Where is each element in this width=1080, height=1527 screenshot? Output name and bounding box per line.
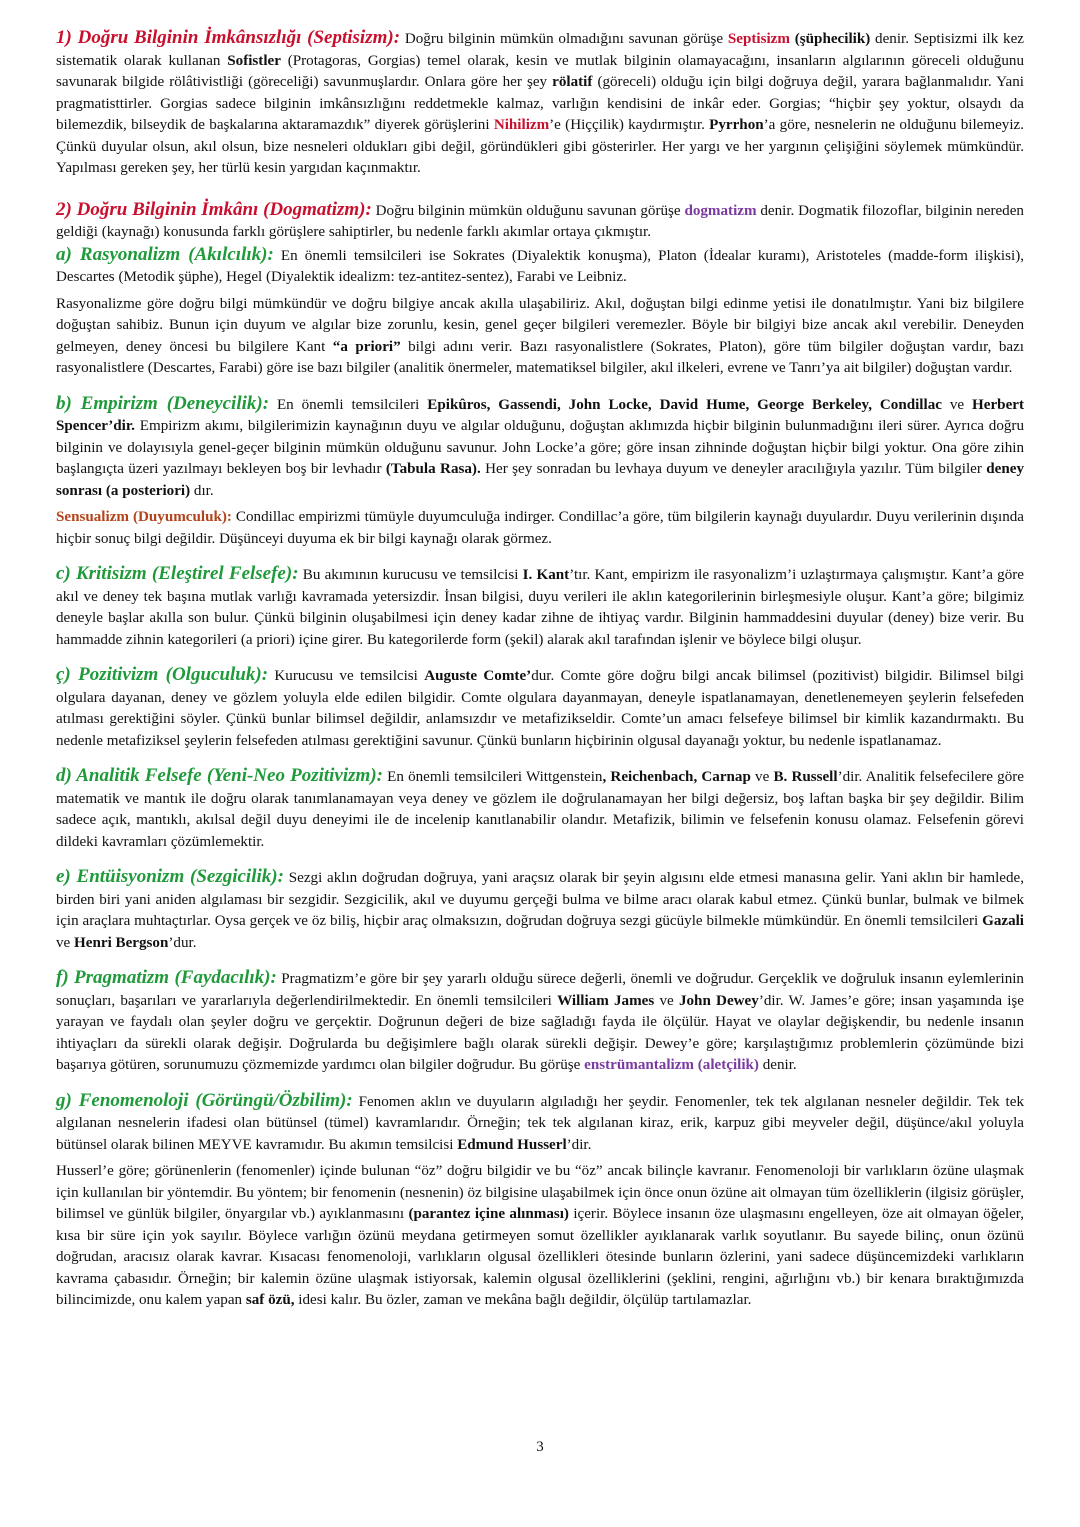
term-supphecilik: (şüphecilik) (794, 31, 871, 47)
paragraph-analitik-felsefe (56, 765, 1024, 853)
term-rolatif: rölatif (552, 74, 593, 90)
term-bergson: Henri Bergson (74, 934, 169, 951)
paragraph-fenomenoloji-body (56, 1161, 1024, 1312)
heading-septisizm: 1) Doğru Bilginin İmkânsızlığı (Septisizm): (56, 27, 401, 48)
text: En önemli temsilcileri ise Sokrates (Diyalektik konuşma), Platon (İdealar kuramı), Aristoteles (madde-form ilişkisi), Descartes (Metodik şüphe), Hegel (Diyalektik idealizm: tez-antitez-sentez), Farabi ve Leibniz. (56, 247, 1024, 285)
text: Sezgi aklın doğrudan doğruya, yani araçsız olarak bir şeyin algısını elde etmesi manasına gelir. Yani aklın bir hamlede, birden biri yani aniden algılaması bir sezgidir. Sezgicilik, akıl ve duyumu gerçeği bulma ve bilme aracı olarak kabul etmez. Çünkü bunlar, bulmak ve bilmek için araçlara muhtaçtırlar. Oysa gerçek ve öz biliş, hiçbir araç olmaksızın, doğrudan doğruya sezgi gücüyle bilmekle mümkündür. En önemli temsilcileri (56, 870, 1024, 929)
text: Husserl’e göre; görünenlerin (fenomenler) içinde bulunan “öz” doğru bilgidir ve bu “öz” ancak bilinçle kavranır. Fenomenoloji bir varlıkların özüne ulaşmak için kullanılan bir yöntemdir. Bu yöntem; bir fenomenin (nesnenin) öz bilgisine ulaşabilmek için önce onun özüne ait olmayan tüm özelliklerin (ilgisiz görüşler, bilimsel ve günlük bilgiler, önyargılar vb.) ayıklanmasını (56, 1163, 1024, 1222)
text: ’dir. Analitik felsefecilere göre matematik ve mantık ile doğru olarak tanımlanamayan veya deney ve gözlem ile doğrulanamayan her bilgi değersiz, boş laftan başka bir şey değildir. Bilim sadece açık, mantıklı, akılsal değil duyu deneyimi ile de incelenip kanıtlanabilir olandır. Metafizik, bilimin ve felsefenin konusu olamaz. Felsefenin görevi dildeki kavramları çözümlemektir. (56, 769, 1024, 850)
heading-kritisizm: c) Kritisizm (Eleştirel Felsefe): (56, 563, 299, 584)
term-pyrrhon: Pyrrhon (709, 117, 764, 133)
text: denir. (758, 1057, 797, 1073)
text: ve (56, 934, 75, 951)
paragraph-pragmatizm (56, 967, 1024, 1077)
page-number: 3 (536, 1439, 544, 1455)
paragraph-rasyonalizm-body (56, 294, 1024, 380)
text: ve (941, 396, 973, 413)
text: bilgi adını verir. Bazı rasyonalistlere (Sokrates, Platon), göre tüm bilgiler doğuştan vardır, bazı rasyonalistlere (Descartes, Farabi) göre ise bazı bilgiler (analitik önermeler, matematiksel bilgiler, akıl ilkeleri, evrene ve Tanrı’ya ait bilgiler) doğuştan vardır. (56, 338, 1024, 376)
paragraph-sensualizm (56, 507, 1024, 550)
text: denir. Septisizmi ilk kez sistematik olarak kullanan (56, 31, 1024, 69)
heading-rasyonalizm: a) Rasyonalizm (Akılcılık): (56, 243, 274, 265)
text: Bu akımının kurucusu ve temsilcisi (298, 567, 523, 583)
text: ’dur. (168, 934, 197, 951)
term-gazali: Gazali (982, 913, 1024, 929)
paragraph-dogmatizm (56, 199, 1024, 244)
term-septisizm: Septisizm (727, 31, 790, 47)
text: Fenomen aklın ve duyuların algıladığı her şeydir. Fenomenler, tek tek algılanan nesneler değildir. Tek tek algılanan nesnelerin ifadesi olan bütünsel (tümel) kavramlarıdır. Örneğin; tek tek algılanan kiraz, erik, karpuz gibi meyveler değil, düşünce/akıl yoluyla bütünsel olarak bilinen MEYVE kavramıdır. Bu akımın temsilcisi (56, 1093, 1024, 1153)
heading-empirizm: b) Empirizm (Deneycilik): (56, 392, 270, 414)
text: Condillac empirizmi tümüyle duyumculuğa indirger. Condillac’a göre, tüm bilgilerin kaynağı duyulardır. Duyu verilerinin dışında hiçbir sonuç bilgi değildir. Düşünceyi duyuma ek bir bilgi kaynağı olarak görmez. (56, 509, 1025, 547)
term-empirizm-names: Epikûros, Gassendi, John Locke, David Hume, George Berkeley, Condillac (427, 396, 942, 413)
heading-analitik-felsefe: d) Analitik Felsefe (Yeni-Neo Pozitivizm): (56, 765, 383, 786)
text: Doğru bilginin mümkün olmadığını savunan görüşe (400, 31, 728, 47)
term-saf-oz: saf özü, (245, 1292, 295, 1308)
term-sofistler: Sofistler (227, 52, 281, 69)
term-tabula-rasa: (Tabula Rasa). (385, 461, 481, 477)
term-nihilizm: Nihilizm (493, 117, 550, 133)
heading-sensualizm: Sensualizm (Duyumculuk): (56, 509, 232, 525)
text: (göreceli) olduğu için bilgi doğruya değil, yarara bağlanmalıdır. Yani pragmatisttirler. Gorgias sadece bilginin imkânsızlığını reddetmekle kalmaz, varlığın kendisini de inkâr eder. Gorgias; “hiçbir şey yoktur, olsaydı da bilemezdik, bilseydik de başkalarına aktaramazdık” diyerek görüşlerini (56, 74, 1024, 133)
text: ’dir. W. James’e göre; insan yaşamında işe yarayan ve faydalı olan şeyler doğru ve gerçektir. Doğrunun değeri de bize sağladığı fayda ile ölçülür. Hayat ve olaylar değişkendir, bu nedenle insanın ihtiyaçları da sürekli olarak değişir. Doğrularda bu değişimlere bağlı olarak sürekli değişir. Dewey’e göre; karşılaştığımız problemlerin çözümünde bizi başarıya götüren, sorunumuzu çözmemizde yardımcı olan bilgiler doğrudur. Bu görüşe (56, 992, 1025, 1073)
term-john-dewey: John Dewey (678, 992, 759, 1009)
text: Rasyonalizme göre doğru bilgi mümkündür ve doğru bilgiye ancak akılla ulaşabiliriz. Akıl, doğuştan bilgi edinme yetisi ile donatılmıştır. Yani biz bilgilere doğuştan sahibiz. Bunun için duyum ve algılar bize zorunlu, kesin, genel geçer bilgileri veremezler. Böyle bir bilgiyi bize ancak akıl verebilir. Deneyden gelmeyen, deney öncesi bu bilgilere Kant (56, 295, 1024, 355)
term-russell: B. Russell (773, 769, 838, 785)
text: ’e (Hiççilik) kaydırmıştır. (549, 117, 710, 133)
text: dur. Comte göre doğru bilgi ancak bilimsel (pozitivist) bilgidir. Bilimsel bilgi olgulara dayanan, deney ve gözlem yoluyla elde edilen bilgidir. Comte olgulara dayanmayan, deneyle ispatlanamayan, denetlenemeyen şeylerin felsefeden atılması gerektiğini söyler. Çünkü bunlar bilimsel değildir, anlamsızdır ve metafizikseldir. Comte’un amacı felsefeye bilimsel bir kimlik kazandırmaktı. Bu nedenle metafiziksel şeylerin felsefeden atılması gerektiğini savunur. Çünkü bunların hiçbirinin olgusal dayanağı yoktur, bu nedenle ispatlanamaz. (56, 668, 1024, 749)
text: Doğru bilginin mümkün olduğunu savunan görüşe (371, 202, 685, 219)
term-enstrumantalizm: enstrümantalizm (aletçilik) (584, 1057, 759, 1073)
text: En önemli temsilcileri Wittgenstein (382, 769, 603, 785)
paragraph-fenomenoloji-intro (56, 1090, 1024, 1157)
heading-pozitivizm: ç) Pozitivizm (Olguculuk): (56, 664, 269, 685)
paragraph-empirizm (56, 393, 1024, 503)
text: dır. (190, 482, 214, 499)
text: ve (654, 992, 679, 1009)
term-parantez: (parantez içine alınması) (408, 1206, 569, 1222)
heading-entuisyonizm: e) Entüisyonizm (Sezgicilik): (56, 866, 284, 887)
text: (Protagoras, Gorgias) temel olarak, kesin ve mutlak bilginin olamayacağını, insanların algılarının göreceli olduğunu savunarak bilgide rölâtivistliği (göreceliği) savunmuşlardır. Onlara göre her şey (56, 52, 1024, 90)
term-auguste-comte: Auguste Comte’ (424, 668, 532, 684)
term-dogmatizm: dogmatizm (684, 202, 757, 219)
text: ’tır. Kant, empirizm ile rasyonalizm’i uzlaştırmaya çalışmıştır. Kant’a göre akıl ve deney tek başına mutlak varlığı kavramada yetersizdir. İnsan bilgisi, duyu verileri ile aklın kategorilerinin birleşmesiyle oluşur. Kant’a göre; bilgimiz deneyle başlar akılla son bulur. Çünkü bilginin oluşabilmesi için deney kadar zihne de ihtiyaç vardır. Bilginin hammaddesini duyular (deney) bize verir. Bu hammadde zihnin kategorileri (a priori) içine girer. Bu kategorilerde form (şekil) alarak akıl tarafından işlenir ve böylece bilgi oluşur. (56, 567, 1025, 648)
term-william-james: William James (557, 992, 655, 1009)
text: ’a göre, nesnelerin ne olduğunu bilemeyiz. Çünkü duyular olsun, akıl olsun, bize nesneleri oldukları gibi değil, göründükleri gibi gösterirler. Her yargı ve her yargının çelişiğini söylemek mümkündür. Yapılması gereken şey, her türlü kesin yargıdan kaçınmaktır. (56, 117, 1024, 176)
text: ve (750, 769, 774, 785)
heading-pragmatizm: f) Pragmatizm (Faydacılık): (56, 967, 277, 988)
term-reichenbach-carnap: , Reichenbach, Carnap (602, 769, 751, 785)
text: Empirizm akımı, bilgilerimizin kaynağının duyu ve algılar olduğunu, doğuştan aklımızda hiçbir bilginin bulunmadığını ileri sürer. Ayrıca doğru bilginin ve dolayısıyla genel-geçer bilginin mümkün olduğunu savunur. John Locke’a göre; göre insan zihninde doğuştan hiçbir bilgi yoktur. Ona göre zihin başlangıçta üzeri yazılmayı bekleyen boş bir levhadır (56, 418, 1024, 477)
term-husserl: Edmund Husserl (457, 1136, 567, 1153)
paragraph-rasyonalizm-intro (56, 244, 1024, 289)
text: Pragmatizm’e göre bir şey yararlı olduğu sürece değerli, önemli ve doğrudur. Gerçeklik ve doğruluk insanın eylemlerinin sonuçları, başarıları ve yararlarıyla değerlendirilmektedir. En önemli temsilcileri (56, 971, 1024, 1009)
text: ’dir. (566, 1136, 592, 1153)
term-a-posteriori: deney sonrası (a posteriori) (56, 461, 1024, 499)
paragraph-pozitivizm (56, 664, 1024, 752)
text: Her şey sonradan bu levhaya duyum ve deneyler aracılığıyla yazılır. Tüm bilgiler (480, 461, 987, 477)
text: içerir. Böylece insanın öze ulaşmasını engelleyen, öze ait olmayan öğeler, kısa bir süre için yok sayılır. Böylece varlığın özünü meydana getirmeyen somut özellikler ayıklanarak varlık soyutlanır. Bu sayede bilinç, onun özünü doğrudan, aracısız olarak kavrar. Kısacası fenomenoloji, varlıkların olgusal özellikleri ötesinde bunların özlerini, yani sadece düşüncemizdeki varlıkların kavrama çabasıdır. Örneğin; bir kalemin özüne ulaşmak istiyorsak, kalemin olgusal özelliklerini (şeklini, rengini, ağırlığını vb.) bir kenara bıraktığımızda bilincimizde, onu kalem yapan (56, 1206, 1025, 1308)
text: denir. Dogmatik filozoflar, bilginin nereden geldiği (kaynağı) konusunda farklı görüşlere sahiptirler, bu nedenle farklı akımlar ortaya çıkmıştır. (56, 202, 1024, 240)
heading-dogmatizm: 2) Doğru Bilginin İmkânı (Dogmatizm): (56, 198, 372, 220)
term-a-priori: “a priori” (332, 338, 401, 355)
paragraph-kritisizm (56, 563, 1024, 651)
text: Kurucusu ve temsilcisi (268, 668, 425, 684)
paragraph-entuisyonizm (56, 866, 1024, 954)
term-herbert-spencer: Herbert Spencer’dir. (56, 396, 1025, 434)
paragraph-septisizm (56, 27, 1024, 180)
text: idesi kalır. Bu özler, zaman ve mekâna bağlı değildir, ölçülüp tartılamazlar. (294, 1292, 752, 1308)
text: En önemli temsilcileri (269, 396, 428, 413)
term-kant: I. Kant (522, 567, 570, 583)
heading-fenomenoloji: g) Fenomenoloji (Görüngü/Özbilim): (56, 1089, 353, 1111)
